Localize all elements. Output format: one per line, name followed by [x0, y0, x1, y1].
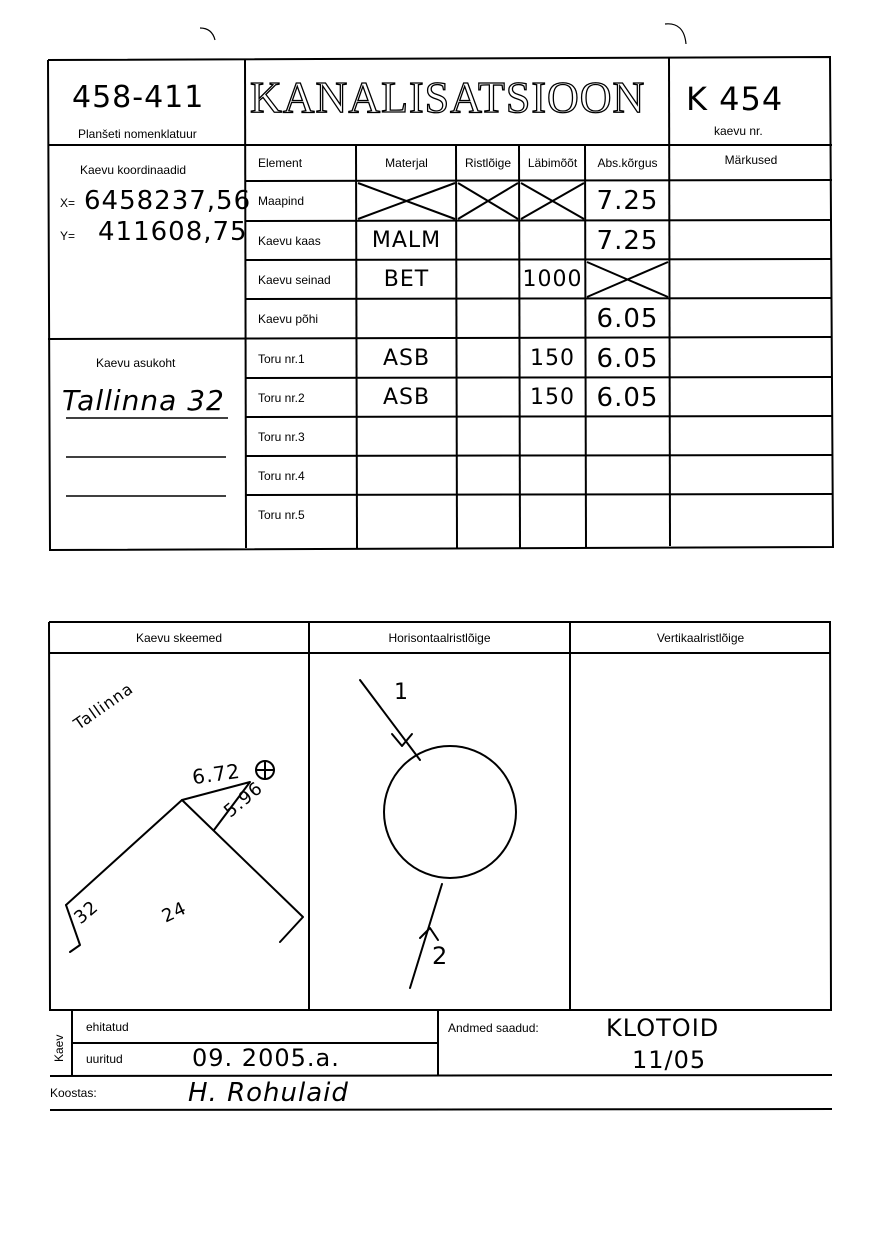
- cell-height: 7.25: [596, 225, 659, 256]
- pipe-2-label: 2: [432, 942, 449, 970]
- footer-side-label: Kaev: [52, 1034, 66, 1062]
- cell-height: 7.25: [596, 185, 659, 216]
- sketch-house-number-2: 24: [158, 897, 191, 928]
- page-title: KANALISATSIOON: [250, 73, 646, 122]
- cell-diameter: 150: [530, 346, 575, 371]
- cell-element: Kaevu põhi: [258, 311, 319, 326]
- pipe-1-label: 1: [394, 680, 409, 705]
- cell-height: 6.05: [596, 382, 659, 413]
- cell-element: Toru nr.3: [258, 429, 305, 444]
- sheet-number: 458-411: [72, 80, 205, 115]
- cell-element: Toru nr.4: [258, 468, 305, 483]
- diagram-header-sketch: Kaevu skeemed: [135, 631, 223, 645]
- sketch-distance-1: 6.72: [190, 758, 242, 790]
- cell-element: Kaevu kaas: [258, 233, 321, 248]
- cell-element: Maapind: [258, 193, 305, 208]
- sketch-house-number: 32: [70, 896, 103, 929]
- sketch-street-label: Tallinna: [70, 678, 137, 734]
- diagram-header-horizontal: Horisontaalristlõige: [388, 631, 491, 645]
- well-number: K 454: [686, 80, 784, 118]
- y-coordinate: 411608,75: [98, 217, 248, 247]
- cell-material: BET: [383, 267, 430, 292]
- diagram-header-vertical: Vertikaalristlõige: [656, 631, 745, 645]
- coordinates-label: Kaevu koordinaadid: [80, 163, 187, 177]
- cell-diameter: 150: [530, 385, 575, 410]
- well-label: kaevu nr.: [714, 124, 763, 138]
- col-header-material: Materjal: [385, 156, 428, 170]
- x-prefix: X=: [60, 196, 76, 210]
- surveyed-value: 09. 2005.a.: [192, 1044, 340, 1072]
- sheet-label: Planšeti nomenklatuur: [78, 127, 197, 141]
- cell-element: Toru nr.2: [258, 390, 305, 405]
- cell-material: MALM: [371, 228, 442, 253]
- location-label: Kaevu asukoht: [96, 356, 176, 370]
- data-received-label: Andmed saadud:: [448, 1021, 539, 1035]
- cell-material: ASB: [382, 385, 431, 410]
- cell-material: ASB: [382, 346, 431, 371]
- cell-element: Toru nr.1: [258, 351, 305, 366]
- cell-height: 6.05: [596, 303, 659, 334]
- y-prefix: Y=: [60, 229, 76, 243]
- location-value: Tallinna 32: [62, 384, 225, 417]
- sketch-distance-2: 5.96: [220, 777, 268, 823]
- x-coordinate: 6458237,56: [84, 186, 252, 216]
- built-label: ehitatud: [86, 1020, 129, 1034]
- cell-element: Kaevu seinad: [258, 272, 331, 287]
- compiled-label: Koostas:: [50, 1086, 97, 1100]
- col-header-section: Ristlõige: [464, 156, 512, 170]
- data-received-date: 11/05: [632, 1046, 707, 1074]
- compiled-value: H. Rohulaid: [188, 1078, 349, 1108]
- col-header-element: Element: [258, 156, 303, 170]
- col-header-height: Abs.kõrgus: [597, 156, 658, 170]
- cell-diameter: 1000: [522, 267, 583, 292]
- cell-height: 6.05: [596, 343, 659, 374]
- col-header-notes: Märkused: [724, 153, 778, 167]
- surveyed-label: uuritud: [86, 1052, 123, 1066]
- data-received-value: KLOTOID: [606, 1014, 720, 1042]
- col-header-diameter: Läbimõõt: [527, 156, 578, 170]
- cell-element: Toru nr.5: [258, 507, 305, 522]
